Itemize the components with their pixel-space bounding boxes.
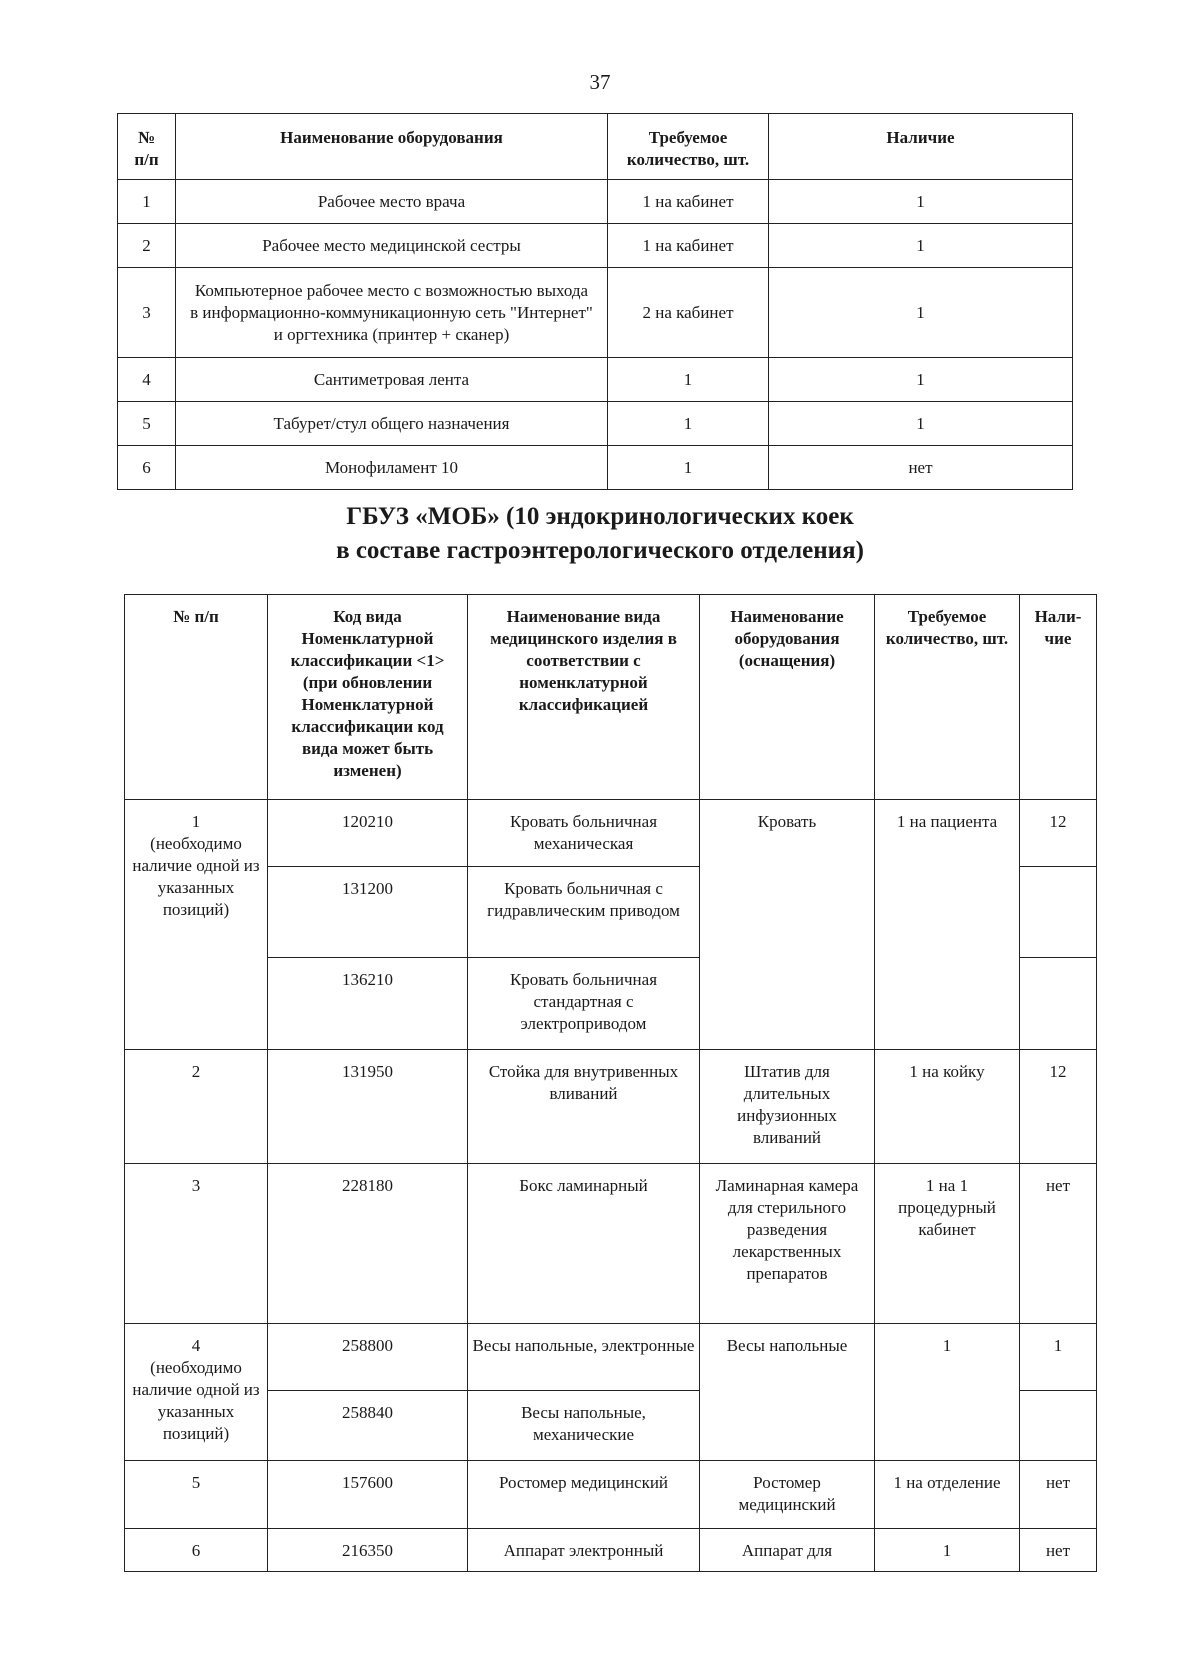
table-row [125,1164,1097,1324]
header-num [118,114,176,180]
cell-avail: нет [1020,1529,1097,1572]
table-row [125,1324,1097,1391]
cell-avail: 1 [769,224,1073,268]
table-row [125,1461,1097,1529]
cell-name: Компьютерное рабочее место с возможностью выхода в информационно-коммуникационную сеть "Интернет" и оргтехника (принтер + сканер) [176,268,608,358]
cell-equip: Весы напольные [700,1324,875,1461]
cell-kind: Ростомер медицинский [468,1461,700,1529]
cell-code: 258840 [268,1391,468,1461]
table-row [118,224,1073,268]
cell-num: 4 [118,358,176,402]
cell-qty: 1 на 1 процедурный кабинет [875,1164,1020,1324]
cell-code: 131950 [268,1050,468,1164]
equipment-table-1 [117,113,1073,490]
cell-avail: 1 [1020,1324,1097,1391]
cell-equip: Ростомер медицинский [700,1461,875,1529]
table-row [125,800,1097,867]
header-qty: Требуемое количество, шт. [608,114,769,180]
cell-num: 1 [118,180,176,224]
header-avail: Нали-чие [1020,595,1097,800]
cell-qty: 1 [875,1529,1020,1572]
cell-kind: Кровать больничная с гидравлическим приводом [468,867,700,958]
cell-num: 1 (необходимо наличие одной из указанных позиций) [125,800,268,1050]
cell-equip: Кровать [700,800,875,1050]
cell-qty: 1 [608,358,769,402]
cell-num: 3 [118,268,176,358]
cell-kind: Кровать больничная механическая [468,800,700,867]
cell-name: Сантиметровая лента [176,358,608,402]
cell-avail: 1 [769,358,1073,402]
cell-qty: 1 на пациента [875,800,1020,1050]
cell-avail: нет [1020,1461,1097,1529]
cell-name: Монофиламент 10 [176,446,608,490]
header-code: Код вида Номенклатурной классификации <1> (при обновлении Номенклатурной классификации код вида может быть изменен) [268,595,468,800]
header-kind: Наименование вида медицинского изделия в соответствии с номенклатурной классификацией [468,595,700,800]
cell-kind: Кровать больничная стандартная с электроприводом [468,958,700,1050]
cell-avail: 1 [769,180,1073,224]
header-equip: Наименование оборудования (оснащения) [700,595,875,800]
equipment-table-2 [124,594,1097,1572]
header-qty: Требуемое количество, шт. [875,595,1020,800]
cell-code: 157600 [268,1461,468,1529]
cell-num: 6 [125,1529,268,1572]
table-row [118,402,1073,446]
cell-code: 131200 [268,867,468,958]
cell-equip: Ламинарная камера для стерильного разведения лекарственных препаратов [700,1164,875,1324]
page-number: 37 [589,70,611,94]
table-row [118,446,1073,490]
cell-num: 4 (необходимо наличие одной из указанных позиций) [125,1324,268,1461]
cell-kind: Аппарат электронный [468,1529,700,1572]
cell-qty: 1 на кабинет [608,224,769,268]
cell-qty: 1 на койку [875,1050,1020,1164]
cell-kind: Весы напольные, механические [468,1391,700,1461]
header-num-symbol: № [137,128,156,147]
cell-avail [1020,1391,1097,1461]
cell-name: Рабочее место медицинской сестры [176,224,608,268]
cell-code: 228180 [268,1164,468,1324]
cell-code: 216350 [268,1529,468,1572]
header-name: Наименование оборудования [176,114,608,180]
cell-num: 2 [118,224,176,268]
cell-qty: 1 [875,1324,1020,1461]
cell-kind: Стойка для внутривенных вливаний [468,1050,700,1164]
table-row [118,180,1073,224]
cell-num: 6 [118,446,176,490]
cell-avail: нет [769,446,1073,490]
header-num: № п/п [125,595,268,800]
table-row [125,1529,1097,1572]
cell-qty: 1 [608,402,769,446]
cell-kind: Бокс ламинарный [468,1164,700,1324]
table-row [118,268,1073,358]
table-header-row [125,595,1097,800]
cell-avail [1020,867,1097,958]
cell-num: 3 [125,1164,268,1324]
cell-qty: 1 [608,446,769,490]
table-row [118,358,1073,402]
cell-qty: 2 на кабинет [608,268,769,358]
table-row [125,1050,1097,1164]
cell-avail: 12 [1020,800,1097,867]
cell-num: 5 [125,1461,268,1529]
cell-kind: Весы напольные, электронные [468,1324,700,1391]
section-heading [0,500,1200,568]
cell-equip: Аппарат для [700,1529,875,1572]
cell-name: Табурет/стул общего назначения [176,402,608,446]
cell-equip: Штатив для длительных инфузионных вливаний [700,1050,875,1164]
table-header-row [118,114,1073,180]
cell-num: 5 [118,402,176,446]
section-heading-line1: ГБУЗ «МОБ» (10 эндокринологических коек [346,503,854,530]
cell-avail: 12 [1020,1050,1097,1164]
section-heading-line2: в составе гастроэнтерологического отделения) [336,537,864,564]
cell-avail: 1 [769,402,1073,446]
cell-avail: 1 [769,268,1073,358]
cell-avail [1020,958,1097,1050]
cell-num: 2 [125,1050,268,1164]
header-num-abbr: п/п [134,150,159,169]
cell-qty: 1 на отделение [875,1461,1020,1529]
cell-code: 258800 [268,1324,468,1391]
cell-code: 120210 [268,800,468,867]
cell-qty: 1 на кабинет [608,180,769,224]
cell-avail: нет [1020,1164,1097,1324]
cell-name: Рабочее место врача [176,180,608,224]
cell-code: 136210 [268,958,468,1050]
header-avail: Наличие [769,114,1073,180]
